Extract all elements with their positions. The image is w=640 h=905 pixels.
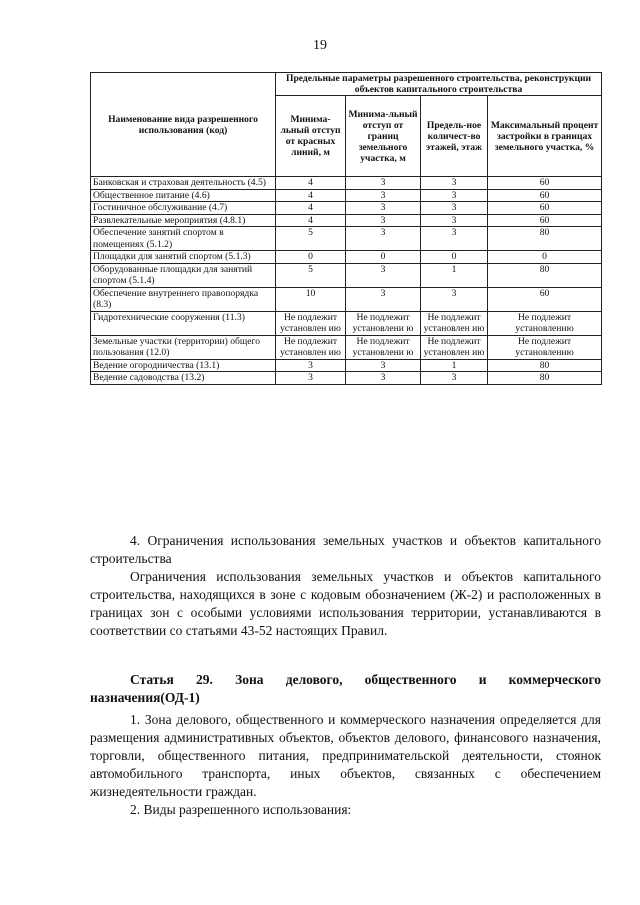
- cell-red-lines: 3: [276, 372, 346, 385]
- header-usage-type: Наименование вида разрешенного использования (код): [91, 73, 276, 177]
- table-row: [91, 359, 602, 372]
- cell-coverage: 60: [488, 189, 602, 202]
- header-col-plot-borders: Минима-льный отступ от границ земельного участка, м: [346, 96, 421, 177]
- cell-plot-borders: 3: [346, 263, 421, 287]
- table-row: [91, 214, 602, 227]
- table-row: [91, 311, 602, 335]
- header-col-coverage: Максимальный процент застройки в границах земельного участка, %: [488, 96, 602, 177]
- row-name: Общественное питание (4.6): [91, 189, 276, 202]
- cell-plot-borders: 3: [346, 177, 421, 190]
- cell-red-lines: 5: [276, 263, 346, 287]
- cell-coverage: 60: [488, 202, 602, 215]
- cell-floors: Не подлежит установлен ию: [421, 311, 488, 335]
- cell-plot-borders: 3: [346, 189, 421, 202]
- cell-floors: 3: [421, 189, 488, 202]
- cell-plot-borders: 3: [346, 202, 421, 215]
- cell-plot-borders: Не подлежит установлени ю: [346, 335, 421, 359]
- paragraph-restrictions-body: Ограничения использования земельных участков и объектов капитального строительства, находящихся в зоне с кодовым обозначением (Ж-2) и расположенных в границах зон с особыми условиями использования территории, устанавливаются в соответствии со статьями 43-52 настоящих Правил.: [90, 569, 601, 638]
- cell-coverage: Не подлежит установлению: [488, 311, 602, 335]
- cell-plot-borders: 3: [346, 214, 421, 227]
- cell-floors: 3: [421, 227, 488, 251]
- cell-coverage: 60: [488, 287, 602, 311]
- header-col-red-lines: Минима-льный отступ от красных линий, м: [276, 96, 346, 177]
- cell-coverage: 60: [488, 177, 602, 190]
- table-row: [91, 227, 602, 251]
- cell-floors: Не подлежит установлен ию: [421, 335, 488, 359]
- cell-plot-borders: 3: [346, 227, 421, 251]
- cell-red-lines: Не подлежит установлен ию: [276, 311, 346, 335]
- table-row: [91, 189, 602, 202]
- cell-red-lines: 4: [276, 177, 346, 190]
- table-row: [91, 263, 602, 287]
- cell-coverage: 80: [488, 359, 602, 372]
- table-row: [91, 287, 602, 311]
- paragraph-permitted-uses: 2. Виды разрешенного использования:: [130, 802, 352, 817]
- cell-coverage: 80: [488, 372, 602, 385]
- row-name: Гостиничное обслуживание (4.7): [91, 202, 276, 215]
- article-29-title: Статья 29. Зона делового, общественного и коммерческого назначения(ОД-1): [90, 672, 601, 705]
- cell-red-lines: 3: [276, 359, 346, 372]
- cell-plot-borders: 3: [346, 372, 421, 385]
- cell-floors: 1: [421, 263, 488, 287]
- header-col-floors: Предель-ное количест-во этажей, этаж: [421, 96, 488, 177]
- cell-floors: 3: [421, 202, 488, 215]
- cell-floors: 3: [421, 177, 488, 190]
- cell-coverage: Не подлежит установлению: [488, 335, 602, 359]
- table-row: [91, 251, 602, 264]
- table-row: [91, 177, 602, 190]
- cell-red-lines: Не подлежит установлен ию: [276, 335, 346, 359]
- cell-red-lines: 4: [276, 189, 346, 202]
- cell-coverage: 0: [488, 251, 602, 264]
- row-name: Оборудованные площадки для занятий спортом (5.1.4): [91, 263, 276, 287]
- paragraph-zone-definition: 1. Зона делового, общественного и коммерческого назначения определяется для размещения административных объектов, объектов делового, финансового назначения, торговли, общественного питания, предпринимательской деятельности, стоянок автомобильного транспорта, иных объектов, связанных с обеспечением жизнедеятельности граждан.: [90, 712, 601, 799]
- row-name: Развлекательные мероприятия (4.8.1): [91, 214, 276, 227]
- row-name: Земельные участки (территории) общего пользования (12.0): [91, 335, 276, 359]
- row-name: Обеспечение занятий спортом в помещениях (5.1.2): [91, 227, 276, 251]
- row-name: Площадки для занятий спортом (5.1.3): [91, 251, 276, 264]
- table-row: [91, 335, 602, 359]
- cell-coverage: 80: [488, 263, 602, 287]
- cell-floors: 3: [421, 372, 488, 385]
- cell-red-lines: 5: [276, 227, 346, 251]
- cell-red-lines: 0: [276, 251, 346, 264]
- row-name: Ведение садоводства (13.2): [91, 372, 276, 385]
- row-name: Ведение огородничества (13.1): [91, 359, 276, 372]
- table-row: [91, 202, 602, 215]
- cell-plot-borders: 3: [346, 287, 421, 311]
- table-row: [91, 372, 602, 385]
- row-name: Гидротехнические сооружения (11.3): [91, 311, 276, 335]
- cell-red-lines: 4: [276, 202, 346, 215]
- cell-red-lines: 10: [276, 287, 346, 311]
- parameters-table: [90, 72, 602, 385]
- row-name: Банковская и страховая деятельность (4.5): [91, 177, 276, 190]
- cell-plot-borders: 0: [346, 251, 421, 264]
- cell-coverage: 80: [488, 227, 602, 251]
- paragraph-restrictions-heading: 4. Ограничения использования земельных участков и объектов капитального строительства: [90, 533, 601, 566]
- cell-plot-borders: Не подлежит установлени ю: [346, 311, 421, 335]
- cell-floors: 3: [421, 287, 488, 311]
- cell-floors: 3: [421, 214, 488, 227]
- cell-plot-borders: 3: [346, 359, 421, 372]
- page-number: 19: [313, 38, 327, 53]
- header-parameters-group: Предельные параметры разрешенного строительства, реконструкции объектов капитального строительства: [276, 73, 602, 96]
- cell-red-lines: 4: [276, 214, 346, 227]
- cell-coverage: 60: [488, 214, 602, 227]
- row-name: Обеспечение внутреннего правопорядка (8.3): [91, 287, 276, 311]
- cell-floors: 1: [421, 359, 488, 372]
- cell-floors: 0: [421, 251, 488, 264]
